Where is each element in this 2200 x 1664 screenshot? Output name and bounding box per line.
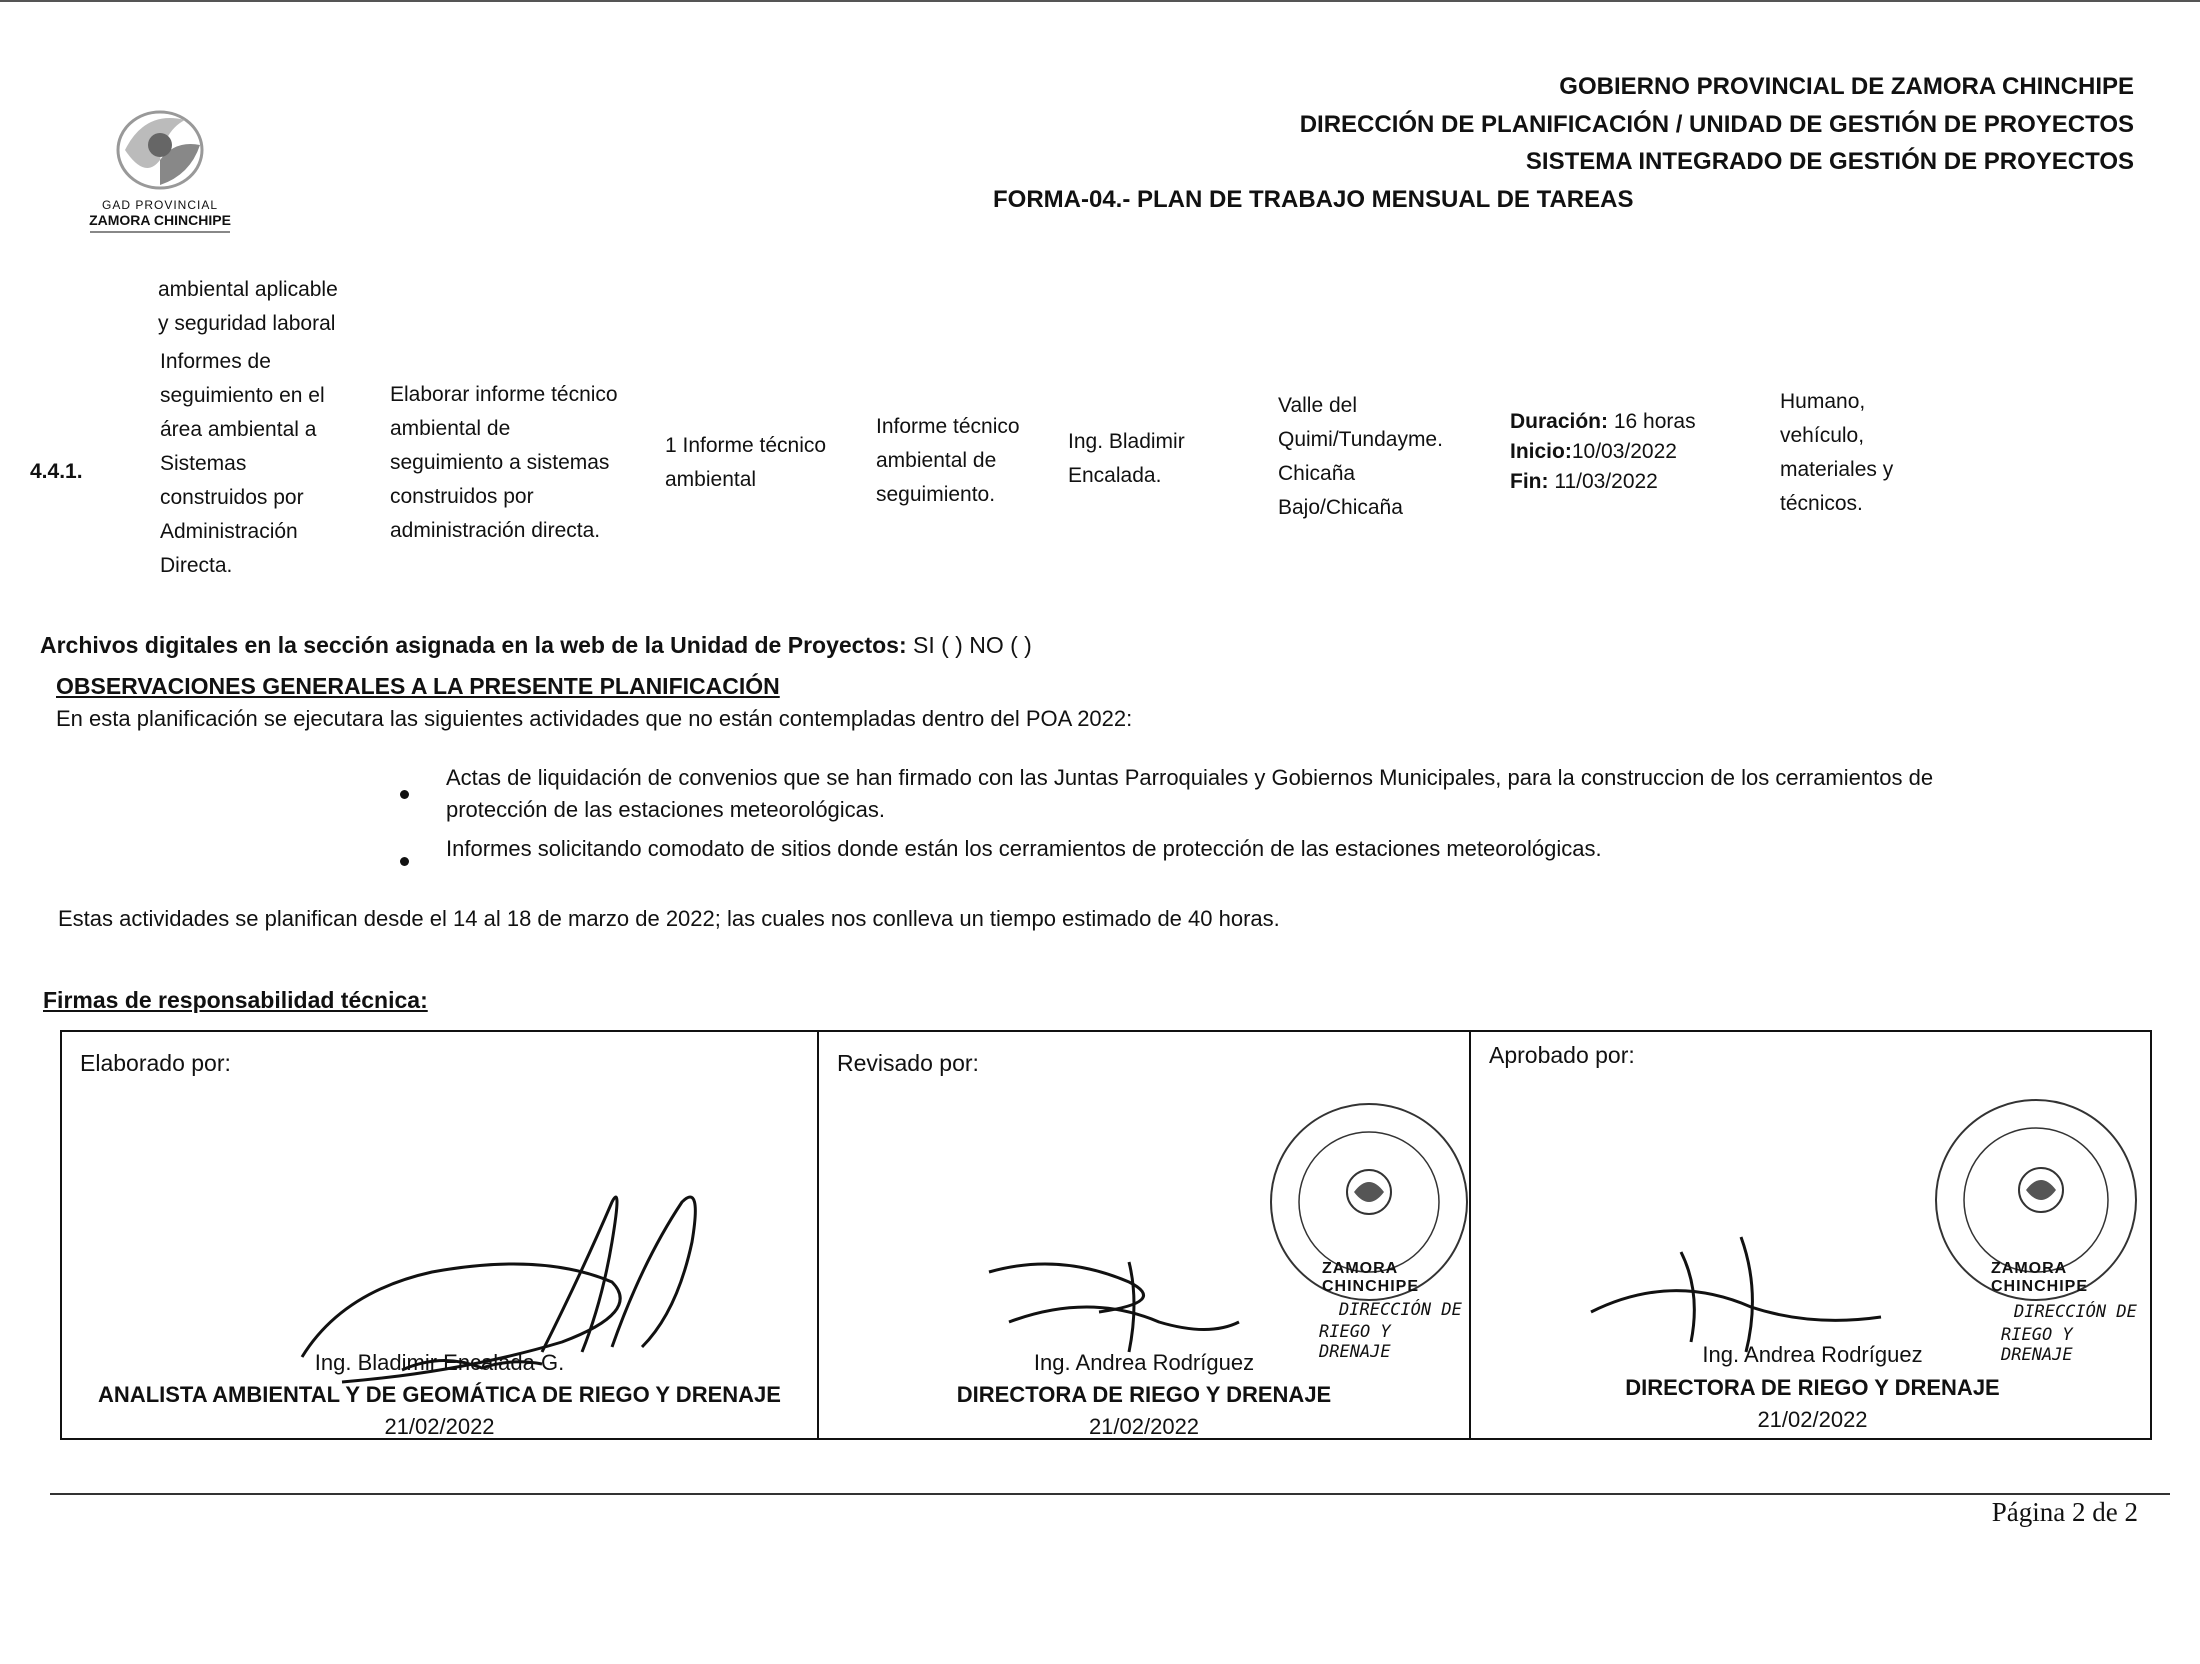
row-location: Valle del Quimi/Tundayme. Chicaña Bajo/Chicaña xyxy=(1278,394,1443,519)
header-line1: GOBIERNO PROVINCIAL DE ZAMORA CHINCHIPE xyxy=(1559,73,2134,100)
row-code: 4.4.1. xyxy=(30,460,83,483)
row-resources: Humano, vehículo, materiales y técnicos. xyxy=(1780,390,1894,515)
signature-mark xyxy=(979,1242,1259,1362)
bullet-icon xyxy=(400,857,409,866)
page-number: Página 2 de 2 xyxy=(1991,1497,2138,1527)
gad-logo-icon xyxy=(105,100,215,195)
bullet-2: Informes solicitando comodato de sitios donde están los cerramientos de protección de las estaciones meteorológicas. xyxy=(446,836,1602,861)
signer-role: DIRECTORA DE RIEGO Y DRENAJE xyxy=(956,1382,1332,1407)
signatures-title: Firmas de responsabilidad técnica: xyxy=(43,987,428,1013)
header-line2: DIRECCIÓN DE PLANIFICACIÓN / UNIDAD DE GESTIÓN DE PROYECTOS xyxy=(1299,111,2134,138)
signature-mark xyxy=(282,1182,762,1412)
stamp-center-text: ZAMORA CHINCHIPE xyxy=(1322,1260,1420,1295)
stamp-dept-line2: RIEGO Y DRENAJE xyxy=(2001,1325,2073,1365)
header-line3: SISTEMA INTEGRADO DE GESTIÓN DE PROYECTOS xyxy=(1525,148,2134,175)
form-title: FORMA-04.- PLAN DE TRABAJO MENSUAL DE TAREAS xyxy=(993,186,1634,213)
signer-name: Ing. Bladimir Encalada G. xyxy=(314,1350,565,1375)
bullet-1: Actas de liquidación de convenios que se han firmado con las Juntas Parroquiales y Gobiernos Municipales, para la construccion de los cerramientos de protección de las estaciones meteorológicas. xyxy=(446,765,1934,822)
signer-name: Ing. Andrea Rodríguez xyxy=(1033,1350,1255,1375)
signature-aprobado xyxy=(1469,1032,2154,1438)
row-responsible: Ing. Bladimir Encalada. xyxy=(1068,430,1185,487)
row-verification: Informe técnico ambiental de seguimiento. xyxy=(876,415,1020,506)
signature-date: 21/02/2022 xyxy=(1088,1414,1200,1439)
row-activity: Informes de seguimiento en el área ambiental a Sistemas construidos por Administración Directa. xyxy=(160,350,325,577)
stamp-dept-line1: DIRECCIÓN DE xyxy=(2014,1302,2137,1322)
stamp-dept-line1: DIRECCIÓN DE xyxy=(1339,1300,1462,1320)
schedule-note: Estas actividades se planifican desde el 14 al 18 de marzo de 2022; las cuales nos conlleva un tiempo estimado de 40 horas. xyxy=(58,906,1280,931)
signer-role: ANALISTA AMBIENTAL Y DE GEOMÁTICA DE RIEGO Y DRENAJE xyxy=(98,1382,781,1407)
signature-label: Aprobado por: xyxy=(1489,1042,1635,1068)
row-task: Elaborar informe técnico ambiental de seguimiento a sistemas construidos por administración directa. xyxy=(390,383,618,542)
archives-line: Archivos digitales en la sección asignada en la web de la Unidad de Proyectos: SI ( ) NO ( ) xyxy=(40,632,1032,658)
row-product: 1 Informe técnico ambiental xyxy=(665,434,827,491)
row-schedule: Duración: 16 horas Inicio:10/03/2022 Fin: 11/03/2022 xyxy=(1510,410,1696,493)
top-border-line xyxy=(0,0,2200,2)
previous-row-text: ambiental aplicable y seguridad laboral xyxy=(158,278,338,335)
signature-revisado xyxy=(817,1032,1469,1438)
signature-elaborado xyxy=(62,1032,817,1438)
bullet-icon xyxy=(400,790,409,799)
observations-title: OBSERVACIONES GENERALES A LA PRESENTE PLANIFICACIÓN xyxy=(56,673,780,699)
gad-logo xyxy=(60,100,260,240)
footer-divider xyxy=(50,1493,2170,1495)
signature-table xyxy=(60,1030,2152,1440)
signature-label: Elaborado por: xyxy=(80,1050,231,1076)
logo-underline xyxy=(90,231,230,233)
signature-date: 21/02/2022 xyxy=(1757,1407,1868,1432)
logo-line1: GAD PROVINCIAL xyxy=(101,198,219,212)
stamp-center-text: ZAMORA CHINCHIPE xyxy=(1991,1260,2089,1295)
observations-intro: En esta planificación se ejecutara las siguientes actividades que no están contempladas dentro del POA 2022: xyxy=(56,706,1133,731)
signature-date: 21/02/2022 xyxy=(384,1414,495,1439)
stamp-dept-line2: RIEGO Y DRENAJE xyxy=(1319,1322,1391,1362)
signature-label: Revisado por: xyxy=(837,1050,979,1076)
logo-line2: ZAMORA CHINCHIPE xyxy=(89,212,231,228)
signer-role: DIRECTORA DE RIEGO Y DRENAJE xyxy=(1625,1375,2000,1400)
signer-name: Ing. Andrea Rodríguez xyxy=(1702,1342,1923,1367)
